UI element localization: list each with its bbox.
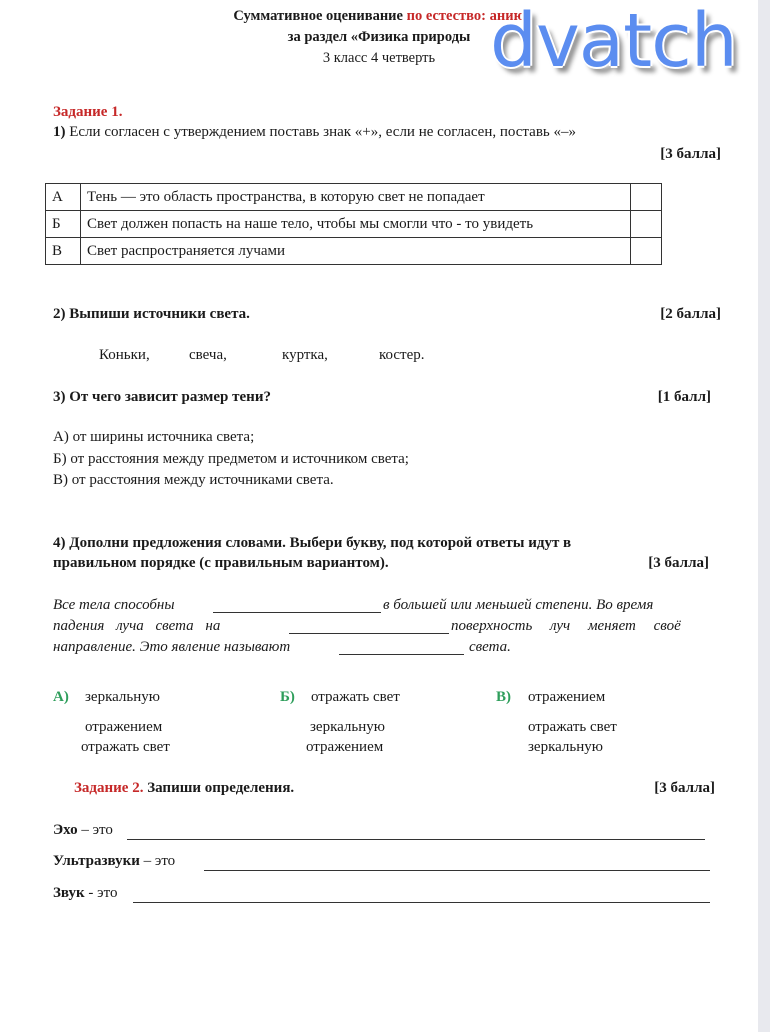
header-title-subject: по естество: анию [406,8,525,24]
q3-option: В) от расстояния между источниками света. [53,472,334,488]
answer-cell[interactable] [631,238,662,265]
blank-line[interactable] [213,599,381,613]
q2-word: свеча, [189,347,227,363]
option-c-word: отражать свет [528,719,617,735]
q2-question: 2) Выпиши источники света. [53,306,250,322]
q2-word: куртка, [282,347,328,363]
table-row [46,238,662,265]
option-a-word: отражать свет [81,739,170,755]
fill-text: поверхность луч меняет своё [451,618,681,634]
q2-word: костер. [379,347,425,363]
definition-term: Звук [53,885,85,901]
definition-term: Ультразвуки [53,853,140,869]
blank-line[interactable] [289,620,449,634]
row-statement: Свет распространяется лучами [81,238,631,265]
header-line-2: за раздел «Физика природы [287,29,471,45]
option-c-word: зеркальную [528,739,603,755]
task2-points: [3 балла] [654,780,715,796]
q1-instruction [53,124,576,141]
row-letter: В [46,238,81,265]
table-row [46,211,662,238]
option-b-letter[interactable]: Б) [280,689,295,705]
row-statement: Свет должен попасть на наше тело, чтобы мы смогли что - то увидеть [81,211,631,238]
watermark-logo: dvatch [490,0,737,84]
q2-points: [2 балла] [660,306,721,322]
task2-heading [74,780,294,797]
q1-text: Если согласен с утверждением поставь знак «+», если не согласен, поставь «–» [65,124,576,140]
q3-points: [1 балл] [657,389,711,405]
q2-word: Коньки, [99,347,150,363]
option-b-word: отражением [306,739,384,755]
q1-points: [3 балла] [660,146,721,162]
q3-option: А) от ширины источника света; [53,429,255,445]
task2-text: Запиши определения. [143,780,295,796]
row-statement: Тень — это область пространства, в которую свет не попадает [81,184,631,211]
definition-answer-line[interactable] [204,858,710,871]
fill-text: направление. Это явление называют [53,639,291,655]
q4-question-line-1: 4) Дополни предложения словами. Выбери букву, под которой ответы идут в [53,535,572,551]
definition-row [53,853,175,870]
header-title-prefix: Суммативное оценивание [233,8,407,24]
option-c-word: отражением [528,689,606,705]
row-letter: А [46,184,81,211]
option-b-word: зеркальную [310,719,385,735]
fill-text: Все тела способны [53,597,175,613]
definition-row [53,822,113,839]
option-a-letter[interactable]: А) [53,689,69,705]
definition-sep: – это [77,822,113,838]
fill-text: света. [469,639,511,655]
definition-sep: - это [84,885,118,901]
definition-answer-line[interactable] [127,827,705,840]
q4-question-line-2: правильном порядке (с правильным вариантом). [53,555,389,571]
q1-number: 1) [53,124,66,140]
definition-answer-line[interactable] [133,890,710,903]
table-row [46,184,662,211]
definition-term: Эхо [53,822,78,838]
q3-question: 3) От чего зависит размер тени? [53,389,271,405]
task1-title: Задание 1. [53,104,123,120]
definition-sep: – это [139,853,176,869]
statements-table [45,183,662,265]
option-c-letter[interactable]: В) [496,689,511,705]
q3-option: Б) от расстояния между предметом и источником света; [53,451,409,467]
blank-line[interactable] [339,641,464,655]
option-a-word: отражением [85,719,163,735]
option-b-word: отражать свет [311,689,400,705]
q4-points: [3 балла] [648,555,709,571]
row-letter: Б [46,211,81,238]
fill-text: падения луча света на [53,618,221,634]
header-line-3: 3 класс 4 четверть [322,50,436,66]
answer-cell[interactable] [631,211,662,238]
definition-row [53,885,117,902]
fill-text: в большей или меньшей степени. Во время [383,597,654,613]
task2-title: Задание 2. [74,780,144,796]
option-a-word: зеркальную [85,689,160,705]
right-gray-border [758,0,770,1032]
answer-cell[interactable] [631,184,662,211]
